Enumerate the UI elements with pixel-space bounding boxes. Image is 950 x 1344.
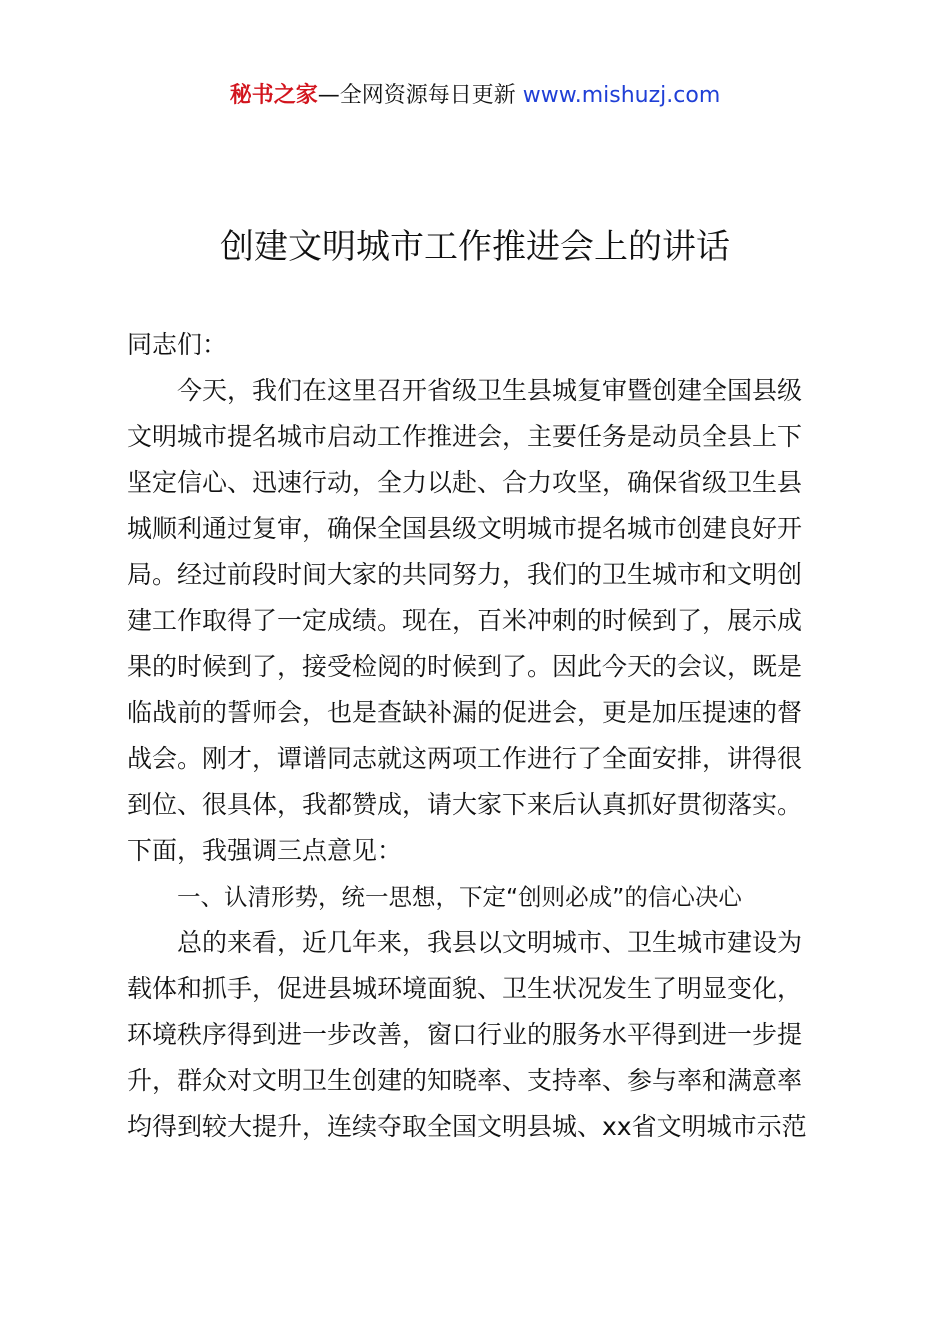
paragraph-line: 城顺利通过复审，确保全国县级文明城市提名城市创建良好开: [127, 514, 803, 543]
paragraph-line: 环境秩序得到进一步改善，窗口行业的服务水平得到进一步提: [127, 1020, 803, 1049]
paragraph-line: 均得到较大提升，连续夺取全国文明县城、xx省文明城市示范: [127, 1112, 807, 1141]
paragraph-line: 文明城市提名城市启动工作推进会，主要任务是动员全县上下: [127, 422, 803, 451]
paragraph-line: 今天，我们在这里召开省级卫生县城复审暨创建全国县级: [177, 376, 803, 405]
section-heading: 一、认清形势，统一思想，下定“创则必成”的信心决心: [177, 883, 742, 911]
document-body: [127, 322, 837, 1150]
document-title: 创建文明城市工作推进会上的讲话: [220, 227, 730, 267]
paragraph-line: 载体和抓手，促进县城环境面貌、卫生状况发生了明显变化，: [127, 974, 803, 1003]
site-header: [0, 80, 950, 112]
paragraph-line: 到位、很具体，我都赞成，请大家下来后认真抓好贯彻落实。: [127, 790, 803, 819]
header-tagline: —全网资源每日更新: [317, 83, 516, 108]
paragraph-line: 局。经过前段时间大家的共同努力，我们的卫生城市和文明创: [127, 560, 803, 589]
paragraph-line: 总的来看，近几年来，我县以文明城市、卫生城市建设为: [177, 928, 803, 957]
brand-name: 秘书之家: [229, 83, 318, 108]
paragraph-line: 果的时候到了，接受检阅的时候到了。因此今天的会议，既是: [127, 652, 803, 681]
salutation: 同志们：: [127, 330, 228, 359]
paragraph-line: 建工作取得了一定成绩。现在，百米冲刺的时候到了，展示成: [127, 606, 803, 635]
paragraph-line: 下面，我强调三点意见：: [127, 836, 403, 865]
paragraph-line: 升，群众对文明卫生创建的知晓率、支持率、参与率和满意率: [127, 1066, 803, 1095]
paragraph-line: 临战前的誓师会，也是查缺补漏的促进会，更是加压提速的督: [127, 698, 803, 727]
paragraph-line: 战会。刚才，谭谱同志就这两项工作进行了全面安排，讲得很: [127, 744, 803, 773]
paragraph-line: 坚定信心、迅速行动，全力以赴、合力攻坚，确保省级卫生县: [127, 468, 803, 497]
site-url-link[interactable]: www.mishuzj.com: [522, 83, 721, 108]
